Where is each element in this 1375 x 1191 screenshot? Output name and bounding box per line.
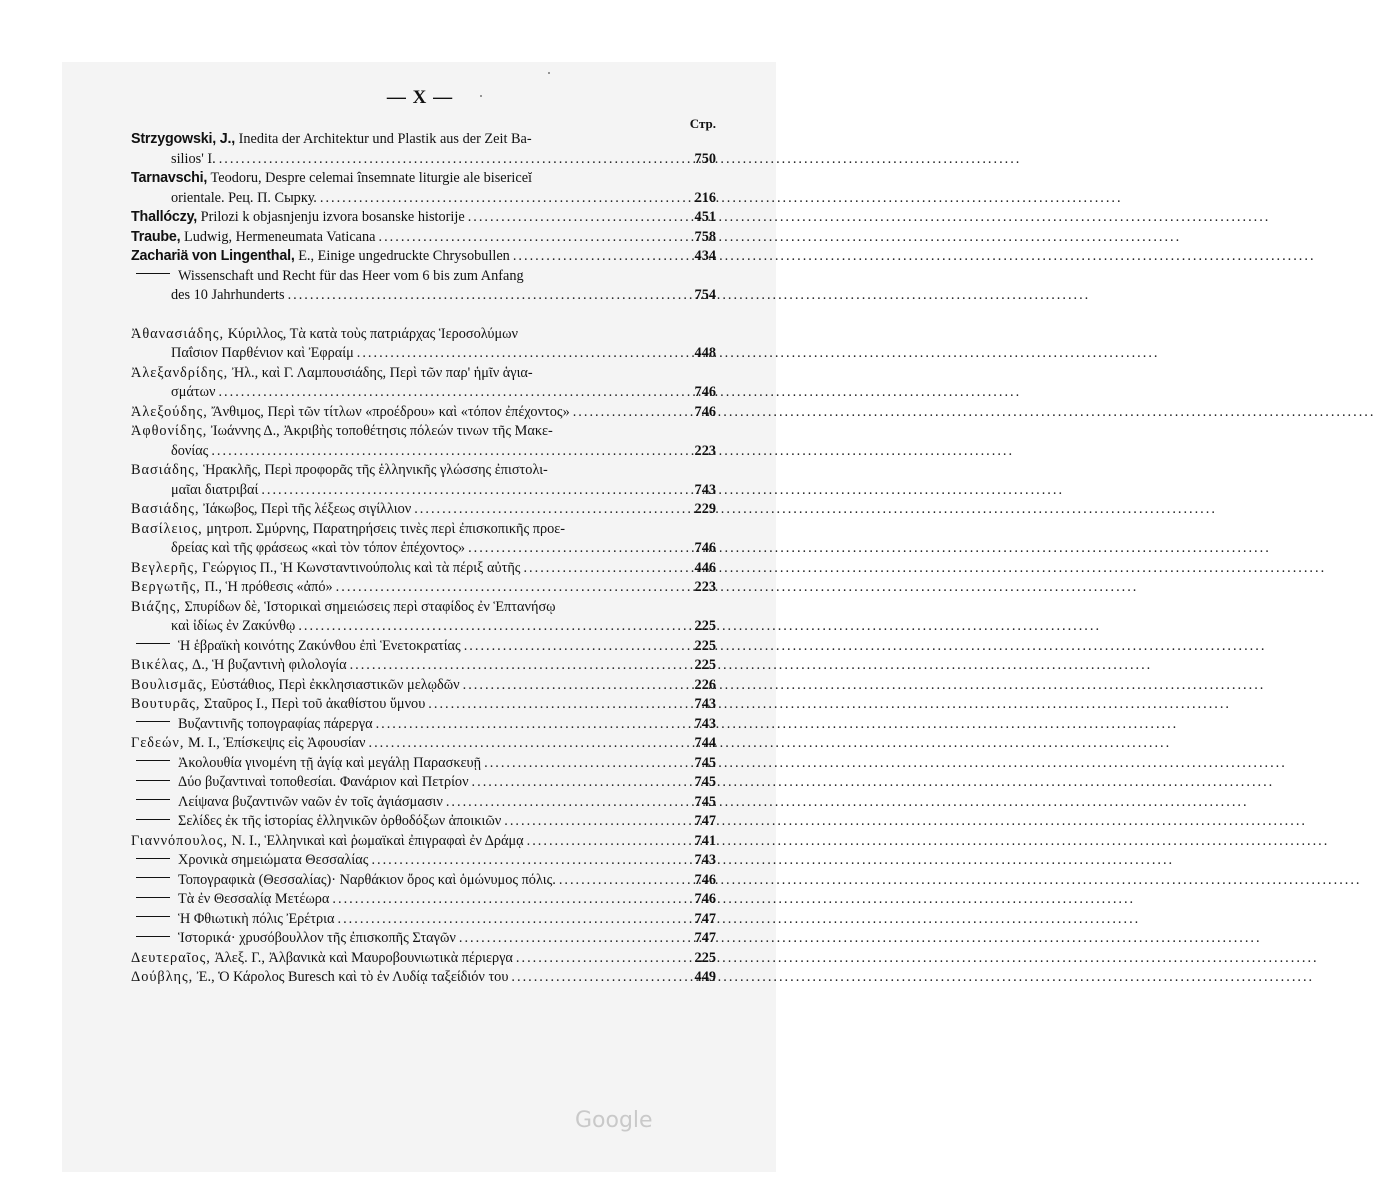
toc-entry-title: Ἡ ἑβραϊκὴ κοινότης Ζακύνθου ἐπὶ Ἑνετοκρατίας [178, 637, 461, 654]
toc-entry [131, 871, 716, 891]
toc-entry-line [131, 578, 716, 598]
toc-entry-title: Κύριλλος, Τὰ κατὰ τοὺς πατριάρχας Ἱεροσολύμων [227, 325, 519, 342]
toc-entry [131, 267, 716, 306]
toc-entry-line [131, 715, 716, 735]
dot-leader [527, 832, 676, 852]
dot-leader [559, 871, 676, 891]
toc-entry-title: Ἀκολουθία γινομένη τῇ ἁγίᾳ καὶ μεγάλῃ Παρασκευῇ [178, 754, 482, 771]
toc-entry-title: Ἠλ., καὶ Γ. Λαμπουσιάδης, Περὶ τῶν παρ' ἡμῖν ἁγια- [231, 364, 533, 381]
toc-entry [131, 637, 716, 657]
toc-entry-line [131, 656, 716, 676]
toc-entry [131, 559, 716, 579]
toc-entry-text [131, 208, 465, 228]
toc-entry-title: Γεώργιος Π., Ἡ Κωνσταντινούπολις καὶ τὰ πέριξ αὐτῆς [202, 559, 521, 576]
ditto-dash [136, 721, 170, 722]
toc-entry-title: Ἐ., Ὁ Κάρολος Buresch καὶ τὸ ἐν Λυδίᾳ ταξείδιόν του [196, 969, 509, 985]
toc-entry-text [131, 871, 556, 891]
toc-entry-title: Τοπογραφικὰ (Θεσσαλίας)· Ναρθάκιον ὄρος καὶ ὁμώνυμος πόλις. [178, 871, 556, 888]
toc-entry-text [171, 617, 295, 637]
toc-entry-author: Βασίλειος, [131, 520, 203, 537]
ditto-dash [136, 760, 170, 761]
toc-entry-author: Strzygowski, J., [131, 131, 236, 147]
toc-entry-text [131, 598, 556, 618]
toc-entry-text [131, 500, 411, 520]
toc-entry-line [131, 598, 716, 618]
dot-leader [336, 578, 676, 598]
toc-entry-title: Ἡρακλῆς, Περὶ προφορᾶς τῆς ἑλληνικῆς γλώσσης ἐπιστολι- [203, 462, 548, 478]
toc-entry-line [131, 832, 716, 852]
toc-entry-author: Tarnavschi, [131, 170, 208, 186]
toc-entry-line [131, 208, 716, 228]
dot-leader [261, 481, 676, 501]
toc-entry [131, 364, 716, 403]
toc-entry-title: Ἰάκωβος, Περὶ τῆς λέξεως σιγίλλιον [203, 501, 412, 517]
toc-entry-text [171, 442, 208, 462]
toc-entry [131, 676, 716, 696]
toc-entry-line [131, 422, 716, 442]
toc-entry [131, 754, 716, 774]
toc-entry-page-number: 754 [694, 287, 716, 303]
toc-entry-line [131, 676, 716, 696]
toc-entry-text [131, 656, 347, 676]
ditto-dash [136, 273, 170, 274]
dot-leader [446, 793, 676, 813]
toc-entry-title: Εὐστάθιος, Περὶ ἐκκλησιαστικῶν μελῳδῶν [211, 676, 460, 693]
toc-entry-line [131, 520, 716, 540]
toc-entry-line [131, 461, 716, 481]
toc-entry-author: Βασιάδης, [131, 462, 200, 478]
dot-leader [332, 890, 676, 910]
toc-entry-author: Βεργωτῆς, [131, 579, 201, 595]
toc-entry [131, 500, 716, 520]
dot-leader [428, 695, 676, 715]
toc-entry-line [131, 247, 716, 267]
dot-leader [219, 150, 676, 170]
toc-entry [131, 793, 716, 813]
toc-entry-text [131, 695, 425, 715]
toc-entry [131, 208, 716, 228]
toc-entry-title: Inedita der Architektur und Plastik aus der Zeit Ba- [238, 131, 532, 147]
dot-leader [511, 968, 676, 988]
toc-entry-text [131, 715, 373, 735]
toc-entry-page-number: 225 [694, 949, 716, 966]
toc-entry-page-number: 449 [694, 969, 716, 985]
toc-entry-title: δονίας [171, 442, 209, 459]
toc-entry-page-number: 226 [694, 676, 716, 693]
toc-entry-line [131, 637, 716, 657]
toc-entry [131, 695, 716, 715]
toc-entry [131, 832, 716, 852]
toc-entry-text [131, 325, 518, 345]
toc-entry-text [131, 968, 508, 988]
toc-entry-title: Wissenschaft und Recht für das Heer vom 6 bis zum Anfang [178, 267, 524, 284]
toc-entry-line [131, 500, 716, 520]
toc-entry-title: Λείψανα βυζαντινῶν ναῶν ἐν τοῖς ἁγιάσμασιν [178, 793, 443, 810]
toc-entry-text [131, 754, 481, 774]
ditto-dash [136, 877, 170, 878]
ditto-dash [136, 799, 170, 800]
toc-entry-text [131, 461, 548, 481]
dot-leader [459, 929, 676, 949]
toc-entry-title: Ἡ Φθιωτικὴ πόλις Ἐρέτρια [178, 910, 335, 927]
toc-entry-text [131, 734, 366, 754]
dot-leader [320, 189, 676, 209]
dot-leader [573, 403, 676, 423]
toc-entry-title: σμάτων [171, 384, 216, 400]
toc-entry-title: silios' I. [171, 150, 216, 167]
toc-entry-text [131, 578, 333, 598]
toc-entry-text [131, 267, 524, 287]
toc-entry-text [171, 481, 258, 501]
toc-entry [131, 520, 716, 559]
toc-entry-line [131, 228, 716, 248]
dot-leader [484, 754, 676, 774]
toc-entry-title: Δύο βυζαντιναὶ τοποθεσίαι. Φανάριον καὶ Πετρίον [178, 774, 469, 790]
toc-entry-line [131, 559, 716, 579]
dot-leader [369, 734, 677, 754]
toc-entry-page-number: 746 [694, 891, 716, 907]
dot-leader [516, 949, 676, 969]
dot-leader [468, 208, 676, 228]
toc-entry [131, 247, 716, 267]
toc-entry-line [131, 695, 716, 715]
toc-entry-text [131, 793, 443, 813]
toc-entry-page-number: 229 [694, 501, 716, 517]
dot-leader [376, 715, 676, 735]
toc-entry-page-number: 758 [694, 228, 716, 245]
toc-entry-author: Βουτυρᾶς, [131, 696, 201, 712]
toc-entry-text [131, 890, 329, 910]
dot-leader [211, 442, 676, 462]
toc-entry-author: Zachariä von Lingenthal, [131, 248, 295, 264]
toc-entry-page-number: 216 [694, 189, 716, 206]
dot-leader [414, 500, 676, 520]
toc-entry-page-number: 745 [694, 754, 716, 771]
toc-entry-author: Βιάζης, [131, 598, 181, 615]
toc-entry-title: E., Einige ungedruckte Chrysobullen [298, 248, 510, 264]
toc-entry-line [131, 383, 716, 403]
toc-entry-title: Ἰωάννης Δ., Ἀκριβὴς τοποθέτησις πόλεών τινων τῆς Μακε- [210, 423, 553, 439]
dot-leader [218, 383, 676, 403]
toc-entry [131, 910, 716, 930]
toc-entry-title: Ἀλεξ. Γ., Ἀλβανικὰ καὶ Μαυροβουνιωτικὰ πέριεργα [214, 949, 513, 966]
toc-entry [131, 851, 716, 871]
toc-entry-text [131, 403, 570, 423]
toc-entry-page-number: 745 [694, 793, 716, 810]
toc-entry-text [131, 520, 565, 540]
toc-entry-page-number: 741 [694, 832, 716, 849]
toc-entry-page-number: 746 [694, 871, 716, 888]
toc-entry-line [131, 793, 716, 813]
page-column-label: Стр. [689, 116, 716, 131]
toc-entry-author: Γεδεών, [131, 735, 185, 751]
toc-entry-line [131, 150, 716, 170]
toc-entry-line [131, 929, 716, 949]
toc-entry-line [131, 169, 716, 189]
toc-entry-line [131, 968, 716, 988]
toc-entry [131, 325, 716, 364]
toc-entry-author: Thallóczy, [131, 209, 198, 225]
toc-entry-line [131, 754, 716, 774]
toc-entry-title: Σπυρίδων δὲ, Ἱστορικαὶ σημειώσεις περὶ σταφίδος ἐν Ἑπτανήσῳ [184, 598, 556, 615]
toc-entry-line [131, 364, 716, 384]
toc-entry-page-number: 448 [694, 345, 716, 361]
toc-entry [131, 169, 716, 208]
toc-entry [131, 598, 716, 637]
toc-entry-title: Ludwig, Hermeneumata Vaticana [184, 228, 376, 245]
toc-entry-text [131, 949, 513, 969]
toc-entry-page-number: 446 [694, 559, 716, 576]
toc-entry-author: Δούβλης, [131, 969, 194, 985]
toc-entry-page-number: 744 [694, 735, 716, 751]
toc-entry-text [131, 773, 469, 793]
toc-entry-line [131, 812, 716, 832]
toc-entry-author: Βουλισμᾶς, [131, 676, 208, 693]
dot-leader [357, 344, 676, 364]
toc-entry-page-number: 743 [694, 852, 716, 868]
toc-entry-author: Traube, [131, 228, 181, 245]
toc-entry [131, 812, 716, 832]
ditto-dash [136, 643, 170, 644]
toc-entry-author: Δευτεραῖος, [131, 949, 211, 966]
toc-entry [131, 403, 716, 423]
toc-entry [131, 734, 716, 754]
toc-entry-text [131, 247, 510, 267]
toc-entry [131, 929, 716, 949]
toc-entry-text [131, 228, 376, 248]
toc-entry-text [171, 539, 465, 559]
toc-entry-line [131, 267, 716, 287]
toc-entry-text [131, 812, 501, 832]
toc-entry-text [131, 676, 460, 696]
toc-entry-title: Prilozi k objasnjenju izvora bosanske historije [200, 209, 465, 225]
toc-entry-line [131, 890, 716, 910]
toc-entry-text [171, 286, 285, 306]
toc-entry-author: Βεγλερῆς, [131, 559, 199, 576]
toc-entry-page-number: 743 [694, 481, 716, 498]
table-of-contents [131, 130, 716, 988]
dot-leader [350, 656, 676, 676]
toc-entry-page-number: 225 [694, 637, 716, 654]
toc-entry-line [131, 189, 716, 209]
toc-entry-line [131, 403, 716, 423]
toc-entry [131, 890, 716, 910]
toc-entry-title: Π., Ἡ πρόθεσις «ἀπό» [204, 579, 333, 595]
toc-entry-page-number: 223 [694, 579, 716, 595]
dot-leader [513, 247, 676, 267]
toc-entry-page-number: 747 [694, 910, 716, 927]
toc-entry-line [131, 539, 716, 559]
toc-entry-page-number: 225 [694, 657, 716, 673]
toc-entry-text [131, 169, 532, 189]
toc-entry [131, 130, 716, 169]
toc-entry-title: Παΐσιον Παρθένιον καὶ Ἐφραίμ [171, 345, 354, 361]
toc-entry-title: Σταῦρος Ι., Περὶ τοῦ ἀκαθίστου ὕμνου [204, 696, 426, 712]
google-watermark: Google [575, 1108, 653, 1133]
dot-leader [463, 676, 676, 696]
toc-entry-line [131, 734, 716, 754]
toc-entry-page-number: 451 [694, 209, 716, 225]
toc-entry-line [131, 481, 716, 501]
dot-leader [468, 539, 676, 559]
toc-entry-line [131, 871, 716, 891]
dot-leader [464, 637, 676, 657]
toc-entry-title: μητροπ. Σμύρνης, Παρατηρήσεις τινὲς περὶ ἐπισκοπικῆς προε- [206, 520, 566, 537]
toc-entry-page-number: 750 [694, 150, 716, 167]
toc-entry-author: Ἀφθονίδης, [131, 423, 208, 439]
toc-entry-author: Βικέλας, [131, 657, 190, 673]
toc-entry-page-number: 747 [694, 930, 716, 946]
toc-entry-page-number: 434 [694, 248, 716, 264]
ditto-dash [136, 897, 170, 898]
toc-entry-title: καὶ ἰδίως ἐν Ζακύνθῳ [171, 618, 296, 634]
toc-entry-page-number: 745 [694, 774, 716, 790]
toc-entry [131, 228, 716, 248]
ditto-dash [136, 780, 170, 781]
toc-entry-page-number: 225 [694, 618, 716, 634]
dot-leader [338, 910, 676, 930]
toc-entry [131, 461, 716, 500]
toc-entry-page-number: 746 [694, 403, 716, 420]
toc-entry-page-number: 746 [694, 540, 716, 556]
toc-entry-text [131, 637, 461, 657]
toc-entry-line [131, 344, 716, 364]
toc-entry-title: Teodoru, Despre celemai însemnate liturgie ale bisericeĭ [210, 170, 533, 186]
toc-entry [131, 656, 716, 676]
toc-entry [131, 968, 716, 988]
toc-entry-text [131, 929, 456, 949]
toc-entry-author: Γιαννόπουλος, [131, 832, 228, 849]
dot-leader [504, 812, 676, 832]
ditto-dash [136, 858, 170, 859]
toc-entry-text [171, 189, 317, 209]
toc-entry-title: orientale. Рец. П. Сырку. [171, 189, 317, 206]
toc-entry-line [131, 442, 716, 462]
ditto-dash [136, 936, 170, 937]
scan-speck [480, 95, 482, 97]
toc-entry-text [171, 383, 215, 403]
toc-entry-title: μαῖαι διατριβαί [171, 481, 259, 498]
toc-entry-text [131, 910, 335, 930]
dot-leader [379, 228, 676, 248]
toc-entry-author: Βασιάδης, [131, 501, 200, 517]
toc-entry-title: Βυζαντινῆς τοπογραφίας πάρεργα [178, 715, 373, 732]
toc-entry-text [131, 422, 553, 442]
toc-entry-line [131, 325, 716, 345]
toc-entry-page-number: 223 [694, 442, 716, 459]
ditto-dash [136, 916, 170, 917]
page-header: — X — [386, 87, 454, 108]
toc-entry-text [171, 344, 354, 364]
toc-entry-line [131, 617, 716, 637]
toc-entry-title: Σελίδες ἐκ τῆς ἱστορίας ἑλληνικῶν ὀρθοδόξων ἀποικιῶν [178, 813, 502, 829]
toc-entry-title: Τὰ ἐν Θεσσαλίᾳ Μετέωρα [178, 891, 330, 907]
toc-entry-line [131, 910, 716, 930]
toc-entry-line [131, 949, 716, 969]
toc-entry-title: Δ., Ἡ βυζαντινὴ φιλολογία [192, 657, 347, 673]
toc-entry-page-number: 746 [694, 384, 716, 400]
toc-entry-title: Ἄνθιμος, Περὶ τῶν τίτλων «προέδρου» καὶ «τόπον ἐπέχοντος» [211, 403, 570, 420]
toc-entry-line [131, 286, 716, 306]
toc-entry-title: Ν. Ι., Ἑλληνικαὶ καὶ ῥωμαϊκαὶ ἐπιγραφαὶ ἐν Δράμᾳ [231, 832, 524, 849]
dot-leader [371, 851, 676, 871]
toc-entry [131, 422, 716, 461]
toc-entry [131, 715, 716, 735]
dot-leader [298, 617, 676, 637]
toc-entry-title: Ἱστορικά· χρυσόβουλλον τῆς ἐπισκοπῆς Σταγῶν [178, 930, 456, 946]
toc-entry-title: Χρονικὰ σημειώματα Θεσσαλίας [178, 852, 369, 868]
toc-entry-author: Ἀθανασιάδης, [131, 325, 225, 342]
toc-entry [131, 949, 716, 969]
toc-entry-page-number: 743 [694, 715, 716, 732]
toc-entry-line [131, 773, 716, 793]
dot-leader [288, 286, 676, 306]
toc-entry-author: Ἀλεξούδης, [131, 403, 208, 420]
toc-entry-page-number: 747 [694, 813, 716, 829]
toc-entry-title: des 10 Jahrhunderts [171, 287, 285, 303]
toc-entry-text [131, 559, 520, 579]
toc-entry-title: δρείας καὶ τῆς φράσεως «καὶ τὸν τόπον ἐπέχοντος» [171, 540, 466, 556]
toc-entry-text [131, 364, 533, 384]
toc-entry [131, 578, 716, 598]
ditto-dash [136, 819, 170, 820]
toc-entry-line [131, 130, 716, 150]
toc-entry [131, 773, 716, 793]
toc-entry-page-number: 743 [694, 696, 716, 712]
toc-entry-title: Μ. Ι., Ἐπίσκεψις εἰς Ἀφουσίαν [188, 735, 366, 751]
toc-entry-text [131, 832, 524, 852]
toc-entry-text [171, 150, 216, 170]
toc-entry-line [131, 851, 716, 871]
toc-entry-text [131, 130, 532, 150]
dot-leader [523, 559, 676, 579]
toc-entry-text [131, 851, 368, 871]
dot-leader [472, 773, 676, 793]
scan-speck [548, 72, 550, 74]
toc-entry-author: Ἀλεξανδρίδης, [131, 364, 229, 381]
